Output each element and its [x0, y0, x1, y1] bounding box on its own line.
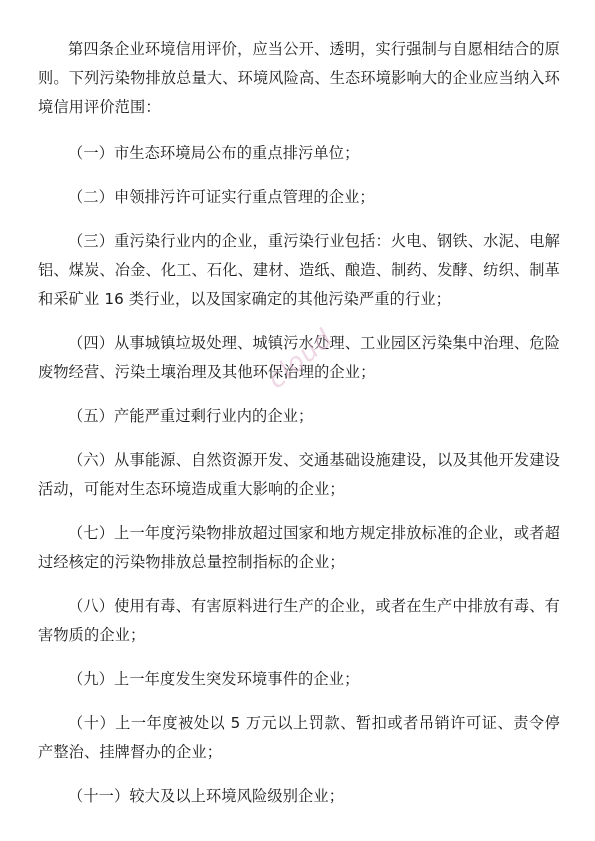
list-item-10: （十）上一年度被处以 5 万元以上罚款、暂扣或者吊销许可证、责令停产整治、挂牌督办的企业；: [38, 714, 560, 761]
list-item-1: （一）市生态环境局公布的重点排污单位；: [68, 144, 360, 162]
list-item-3: （三）重污染行业内的企业，重污染行业包括：火电、钢铁、水泥、电解铝、煤炭、冶金、化工、石化、建材、造纸、酿造、制药、发酵、纺织、制革和采矿业 16 类行业，以及国家确定的其他污染严重的行业；: [38, 232, 560, 308]
list-item-9: （九）上一年度发生突发环境事件的企业；: [68, 670, 360, 688]
list-item-6: （六）从事能源、自然资源开发、交通基础设施建设，以及其他开发建设活动，可能对生态环境造成重大影响的企业；: [38, 451, 560, 498]
watermark: cloud: [262, 323, 340, 395]
list-item-8: （八）使用有毒、有害原料进行生产的企业，或者在生产中排放有毒、有害物质的企业；: [38, 597, 560, 644]
list-item-5: （五）产能严重过剩行业内的企业；: [68, 407, 314, 425]
list-item-11: （十一）较大及以上环境风险级别企业；: [68, 787, 345, 805]
document-body: [38, 35, 560, 826]
list-item-2: （二）申领排污许可证实行重点管理的企业；: [68, 188, 375, 206]
article-4-intro: 第四条企业环境信用评价，应当公开、透明，实行强制与自愿相结合的原则。下列污染物排放总量大、环境风险高、生态环境影响大的企业应当纳入环境信用评价范围：: [38, 40, 560, 116]
list-item-4: （四）从事城镇垃圾处理、城镇污水处理、工业园区污染集中治理、危险废物经营、污染土壤治理及其他环保治理的企业；: [38, 334, 560, 381]
list-item-7: （七）上一年度污染物排放超过国家和地方规定排放标准的企业，或者超过经核定的污染物排放总量控制指标的企业；: [38, 524, 560, 571]
